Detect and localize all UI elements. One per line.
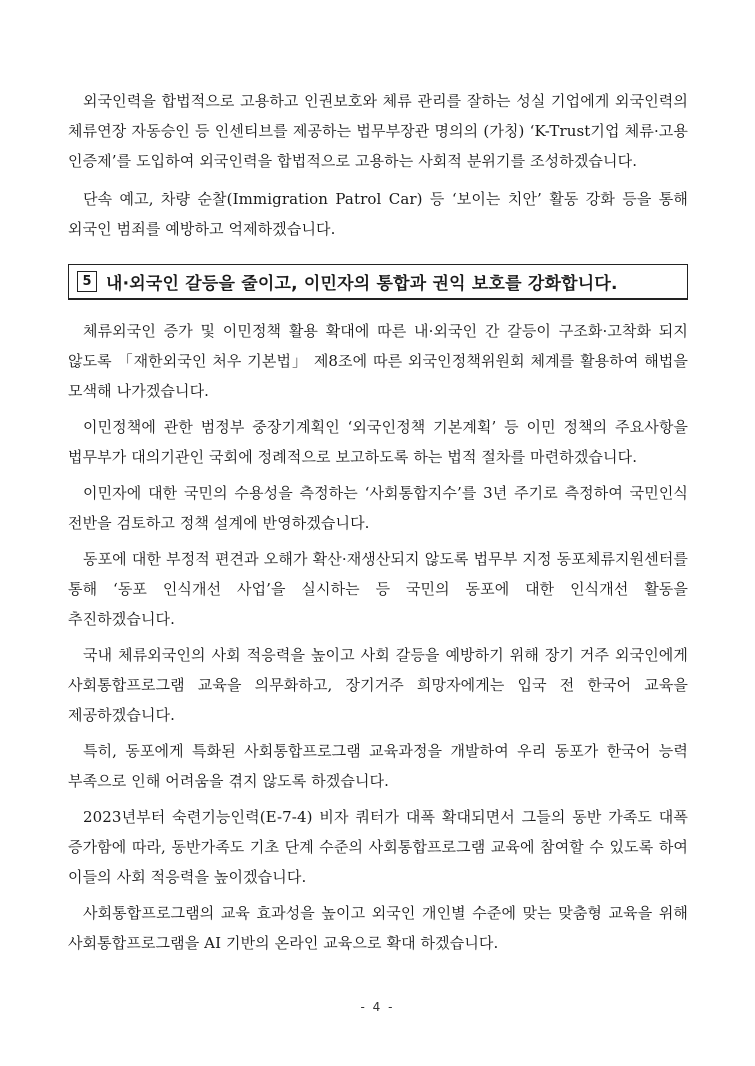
paragraph-mandatory-education: 국내 체류외국인의 사회 적응력을 높이고 사회 갈등을 예방하기 위해 장기 거주 외국인에게 사회통합프로그램 교육을 의무화하고, 장기거주 희망자에게는 입국 전 한국어 교육을 제공하겠습니다. [68, 646, 688, 724]
paragraph-patrol: 단속 예고, 차량 순찰(Immigration Patrol Car) 등 ‘보이는 치안’ 활동 강화 등을 통해 외국인 범죄를 예방하고 억제하겠습니다. [68, 190, 688, 238]
document-page [68, 86, 688, 964]
paragraph-ai-education: 사회통합프로그램의 교육 효과성을 높이고 외국인 개인별 수준에 맞는 맞춤형 교육을 위해 사회통합프로그램을 AI 기반의 온라인 교육으로 확대 하겠습니다. [68, 904, 688, 952]
paragraph-integration-index: 이민자에 대한 국민의 수용성을 측정하는 ‘사회통합지수’를 3년 주기로 측정하여 국민인식 전반을 검토하고 정책 설계에 반영하겠습니다. [68, 484, 688, 532]
paragraph-k-trust: 외국인력을 합법적으로 고용하고 인권보호와 체류 관리를 잘하는 성실 기업에게 외국인력의 체류연장 자동승인 등 인센티브를 제공하는 법무부장관 명의의 (가칭) ‘K-Trust기업 체류·고용 인증제’를 도입하여 외국인력을 합법적으로 고용하는 사회적 분위기를 조성하겠습니다. [68, 92, 688, 170]
paragraph-basic-plan: 이민정책에 관한 범정부 중장기계획인 ‘외국인정책 기본계획’ 등 이민 정책의 주요사항을 법무부가 대의기관인 국회에 정례적으로 보고하도록 하는 법적 절차를 마련하겠습니다. [68, 418, 688, 466]
section-number: 5 [77, 271, 97, 292]
paragraph-family-education: 2023년부터 숙련기능인력(E-7-4) 비자 쿼터가 대폭 확대되면서 그들의 동반 가족도 대폭 증가함에 따라, 동반가족도 기초 단계 수준의 사회통합프로그램 교육에 참여할 수 있도록 하여 이들의 사회 적응력을 높이겠습니다. [68, 808, 688, 886]
paragraph-policy-committee: 체류외국인 증가 및 이민정책 활용 확대에 따른 내·외국인 간 갈등이 구조화·고착화 되지 않도록 「재한외국인 처우 기본법」 제8조에 따른 외국인정책위원회 체계를 활용하여 해법을 모색해 나가겠습니다. [68, 322, 688, 400]
section-title: 내·외국인 갈등을 줄이고, 이민자의 통합과 권익 보호를 강화합니다. [106, 274, 618, 294]
section-heading [68, 264, 688, 300]
paragraph-compatriot-awareness: 동포에 대한 부정적 편견과 오해가 확산·재생산되지 않도록 법무부 지정 동포체류지원센터를 통해 ‘동포 인식개선 사업’을 실시하는 등 국민의 동포에 대한 인식개선 활동을 추진하겠습니다. [68, 550, 688, 628]
page-number: - 4 - [360, 1000, 395, 1014]
paragraph-compatriot-program: 특히, 동포에게 특화된 사회통합프로그램 교육과정을 개발하여 우리 동포가 한국어 능력 부족으로 인해 어려움을 겪지 않도록 하겠습니다. [68, 742, 688, 790]
